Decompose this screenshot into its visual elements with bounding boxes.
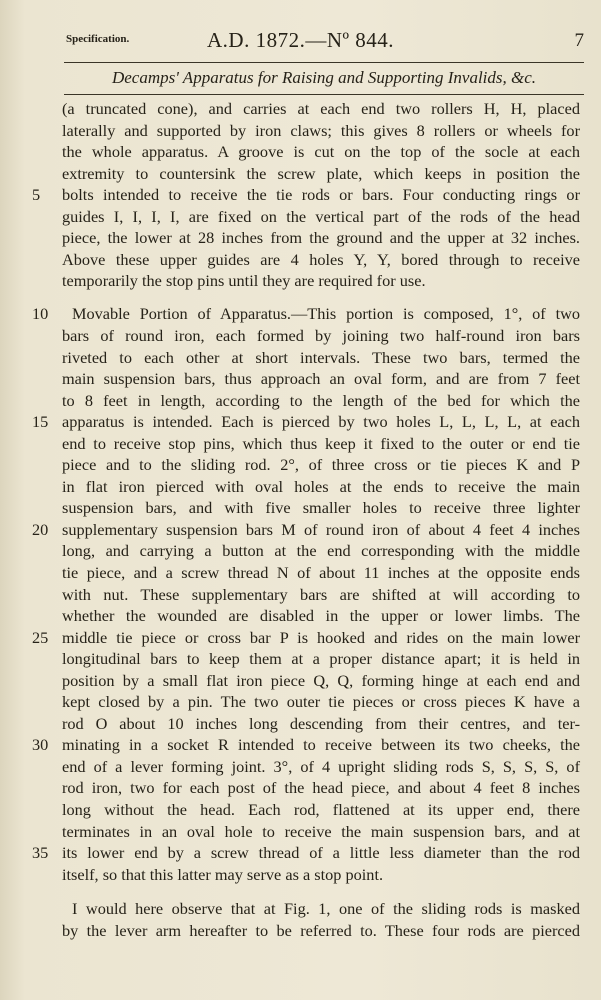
- line-number: 25: [32, 627, 49, 647]
- text-line: [62, 476, 580, 498]
- line-text: end to receive stop pins, which thus keep it fixed to the outer or end tie: [62, 433, 580, 453]
- line-text: kept closed by a pin. The two outer tie pieces or cross pieces K have a: [62, 692, 580, 712]
- text-line: [62, 799, 580, 821]
- line-text: tie piece, and a screw thread N of about 11 inches at the opposite ends: [62, 562, 580, 582]
- running-title: Decamps' Apparatus for Raising and Supporting Invalids, &c.: [111, 68, 537, 87]
- line-text: riveted to each other at short intervals. These two bars, termed the: [62, 347, 580, 367]
- text-line: [62, 98, 580, 120]
- line-text: apparatus is intended. Each is pierced by two holes L, L, L, L, at each: [62, 412, 580, 432]
- text-line: [62, 821, 580, 843]
- text-line: [32, 411, 580, 433]
- page-number: 7: [574, 30, 584, 51]
- text-line: [32, 734, 580, 756]
- text-line: [62, 540, 580, 562]
- body-text: [32, 98, 580, 941]
- line-text: Above these upper guides are 4 holes Y, Y, bored through to receive: [62, 249, 580, 269]
- text-line: [62, 777, 580, 799]
- text-line: [62, 713, 580, 735]
- line-number: 35: [32, 843, 49, 863]
- line-text: long without the head. Each rod, flattened at its upper end, there: [62, 800, 580, 819]
- text-line: [62, 163, 580, 185]
- text-line: [32, 627, 580, 649]
- text-line: [62, 141, 580, 163]
- line-text: laterally and supported by iron claws; this gives 8 rollers or wheels for: [62, 120, 580, 140]
- line-text: (a truncated cone), and carries at each end two rollers H, H, placed: [62, 99, 580, 118]
- line-text: itself, so that this latter may serve as a stop point.: [62, 864, 384, 884]
- text-line: [62, 249, 580, 271]
- line-text: minating in a socket R intended to receive between its two cheeks, the: [62, 735, 580, 755]
- text-line: [62, 120, 580, 142]
- line-text: I would here observe that at Fig. 1, one of the sliding rods is masked: [72, 899, 580, 919]
- text-line: [32, 842, 580, 864]
- text-line: [62, 584, 580, 606]
- line-text: piece and to the sliding rod. 2°, of three cross or tie pieces K and P: [62, 455, 580, 475]
- line-text: supplementary suspension bars M of round iron of about 4 feet 4 inches: [62, 519, 580, 539]
- text-line: [32, 184, 580, 206]
- header-rule-top: [64, 62, 584, 63]
- line-text: position by a small flat iron piece Q, Q, forming hinge at each end and: [62, 670, 580, 690]
- line-text: bolts intended to receive the tie rods or bars. Four conducting rings or: [62, 185, 580, 205]
- text-line: [62, 270, 580, 292]
- specification-label: Specification.: [66, 33, 130, 45]
- line-number: 15: [32, 412, 49, 432]
- line-text: its lower end by a screw thread of a little less diameter than the rod: [62, 843, 580, 863]
- text-line: [62, 433, 580, 455]
- line-text: whether the wounded are disabled in the upper or lower limbs. The: [62, 606, 580, 626]
- line-text: to 8 feet in length, according to the length of the bed for which the: [62, 390, 580, 410]
- text-line: [62, 206, 580, 228]
- page-title: A.D. 1872.—Nº 844.: [206, 28, 394, 52]
- text-line: [62, 756, 580, 778]
- text-line: [62, 898, 580, 920]
- line-text: long, and carrying a button at the end corresponding with the middle: [62, 541, 580, 561]
- line-text: Movable Portion of Apparatus.—This portion is composed, 1°, of two: [72, 304, 580, 324]
- text-line: [62, 605, 580, 627]
- line-text: piece, the lower at 28 inches from the ground and the upper at 32 inches.: [62, 228, 580, 248]
- text-line: [62, 562, 580, 584]
- line-number: 10: [32, 304, 49, 324]
- line-text: extremity to countersink the screw plate, which keeps in position the: [62, 163, 580, 183]
- line-text: end of a lever forming joint. 3°, of 4 upright sliding rods S, S, S, S, of: [62, 756, 580, 776]
- line-text: temporarily the stop pins until they are required for use.: [62, 271, 426, 291]
- line-number: 5: [32, 185, 41, 205]
- line-text: bars of round iron, each formed by joining two half-round iron bars: [62, 325, 580, 345]
- line-text: rod iron, two for each post of the head piece, and about 4 feet 8 inches: [62, 778, 580, 798]
- line-text: suspension bars, and with five smaller holes to receive three lighter: [62, 498, 580, 518]
- text-line: [62, 390, 580, 412]
- header-rule-bottom: [64, 94, 584, 95]
- line-text: main suspension bars, thus approach an oval form, and are from 7 feet: [62, 369, 580, 389]
- text-line: [62, 864, 580, 886]
- text-line: [62, 691, 580, 713]
- line-text: guides I, I, I, I, are fixed on the vertical part of the rods of the head: [62, 206, 580, 226]
- line-text: longitudinal bars to keep them at a proper distance apart; it is held in: [62, 649, 580, 669]
- text-line: [62, 497, 580, 519]
- line-number: 30: [32, 735, 49, 755]
- line-text: terminates in an oval hole to receive the main suspension bars, and at: [62, 821, 580, 841]
- text-line: [62, 920, 580, 942]
- line-text: by the lever arm hereafter to be referred to. These four rods are pierced: [62, 920, 580, 940]
- line-text: the whole apparatus. A groove is cut on the top of the socle at each: [62, 142, 580, 162]
- text-line: [62, 670, 580, 692]
- text-line: [62, 325, 580, 347]
- line-number: 20: [32, 519, 49, 539]
- line-text: rod O about 10 inches long descending from their centres, and ter-: [62, 713, 580, 733]
- text-line: [62, 227, 580, 249]
- line-text: in flat iron pierced with oval holes at the ends to receive the main: [62, 476, 580, 496]
- text-line: [62, 648, 580, 670]
- text-line: [62, 368, 580, 390]
- text-line: [32, 303, 580, 325]
- text-line: [62, 347, 580, 369]
- line-text: with nut. These supplementary bars are shifted at will according to: [62, 584, 580, 604]
- text-line: [32, 519, 580, 541]
- text-line: [62, 454, 580, 476]
- line-text: middle tie piece or cross bar P is hooked and rides on the main lower: [62, 627, 580, 647]
